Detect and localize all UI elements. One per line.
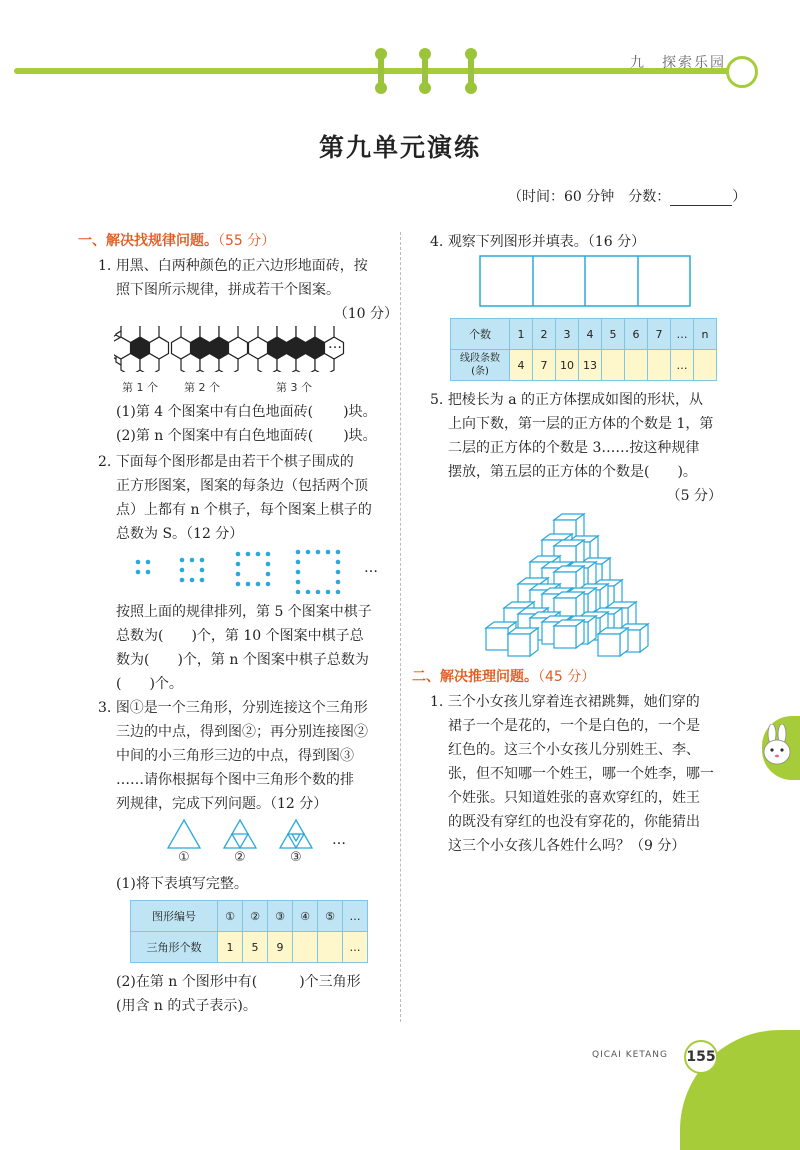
table-row [451, 350, 717, 381]
triangle-count-table [130, 900, 368, 963]
table-input-cell[interactable] [694, 350, 717, 381]
binder-ring [468, 50, 474, 92]
table-cell: 5 [602, 319, 625, 350]
segment-count-table [450, 318, 717, 381]
page-title: 第九单元演练 [318, 133, 481, 162]
section-2-heading: 二、解决推理问题。（45 分） [412, 669, 596, 685]
table-cell: ③ [268, 901, 293, 932]
table-input-cell[interactable] [625, 350, 648, 381]
score-blank[interactable] [670, 191, 732, 206]
binder-ring [422, 50, 428, 92]
time-score-line: （时间：60 分钟 分数： ） [508, 189, 747, 205]
table-input-cell[interactable] [602, 350, 625, 381]
table-cell: 3 [556, 319, 579, 350]
table-cell: … [671, 350, 694, 381]
table-cell: … [343, 932, 368, 963]
table-row [451, 319, 717, 350]
table-cell: n [694, 319, 717, 350]
cube-pyramid-figure [482, 512, 650, 658]
bunny-mascot-icon [760, 724, 794, 770]
ellipsis: … [364, 560, 378, 576]
table-input-cell[interactable] [648, 350, 671, 381]
caption-1: 第 1 个 [122, 381, 158, 394]
section-1-heading: 一、解决找规律问题。（55 分） [78, 233, 276, 249]
ellipsis: … [332, 832, 346, 848]
question-2-answer: 按照上面的规律排列，第 5 个图案中棋子 总数为( )个，第 10 个图案中棋子总 数为( )个，第 n 个图案中棋子总数为 ( )个。 [116, 604, 372, 692]
table-cell: 1 [510, 319, 533, 350]
hexagon-row [114, 326, 364, 372]
table-row [131, 932, 368, 963]
table-cell: ⑤ [318, 901, 343, 932]
caption-3: 第 3 个 [276, 381, 312, 394]
question-1-subs: (1)第 4 个图案中有白色地面砖( )块。 (2)第 n 个图案中有白色地面砖( )块。 [116, 404, 377, 444]
question-3-sub2: (2)在第 n 个图形中有( )个三角形 (用含 n 的式子表示)。 [116, 974, 361, 1014]
question-4: 4. 观察下列图形并填表。（16 分） [430, 234, 646, 250]
fig-label-2: ② [234, 850, 246, 865]
table-cell: ④ [293, 901, 318, 932]
chapter-label: 九 探索乐园 [630, 55, 726, 71]
triangle-figures [164, 818, 324, 854]
table-cell: 1 [218, 932, 243, 963]
table-cell: … [671, 319, 694, 350]
table-input-cell[interactable] [293, 932, 318, 963]
page-number: 155 [684, 1040, 718, 1074]
binder-ring [378, 50, 384, 92]
table-cell: 2 [533, 319, 556, 350]
question-3-sub1: (1)将下表填写完整。 [116, 876, 248, 892]
bird-mascot-icon [726, 56, 758, 88]
caption-2: 第 2 个 [184, 381, 220, 394]
table-cell: 9 [268, 932, 293, 963]
table-cell: … [343, 901, 368, 932]
reasoning-question-1: 1. 三个小女孩儿穿着连衣裙跳舞，她们穿的 裙子一个是花的，一个是白色的，一个是 红色的。这三个小女孩儿分别姓王、李、 张，但不知哪一个姓王，哪一个姓李，哪一 个姓张。只知道姓张的喜欢穿红的，姓王 的既没有穿红的也没有穿花的，你能猜出 这三个小女孩儿各姓什么吗？（9 分） [430, 694, 714, 854]
table-cell: ② [243, 901, 268, 932]
table-row [131, 901, 368, 932]
table-cell: 10 [556, 350, 579, 381]
table-cell: 图形编号 [131, 901, 218, 932]
column-divider [400, 232, 401, 1022]
table-cell: 4 [510, 350, 533, 381]
question-3: 3. 图①是一个三角形，分别连接这个三角形 三边的中点，得到图②；再分别连接图② 中间的小三角形三边的中点，得到图③ ……请你根据每个图中三角形个数的排 列规律，完成下列问题。（12 分） [98, 700, 368, 812]
question-5: 5. 把棱长为 a 的正方体摆成如图的形状，从 上向下数，第一层的正方体的个数是 1，第 二层的正方体的个数是 3……按这种规律 摆放，第五层的正方体的个数是( )。 （5 分） [430, 392, 722, 504]
table-cell: 个数 [451, 319, 510, 350]
table-input-cell[interactable] [318, 932, 343, 963]
fig-label-1: ① [178, 850, 190, 865]
table-cell: 5 [243, 932, 268, 963]
footer-label: QICAI KETANG [592, 1050, 668, 1060]
dot-square-patterns [132, 548, 352, 594]
ellipsis: … [328, 336, 342, 352]
table-cell: 7 [648, 319, 671, 350]
table-cell: 线段条数(条) [451, 350, 510, 381]
question-1: 1. 用黑、白两种颜色的正六边形地面砖，按 照下图所示规律，拼成若干个图案。 （10 分） [98, 258, 398, 322]
rectangle-segments-figure [478, 254, 694, 310]
table-cell: 三角形个数 [131, 932, 218, 963]
question-2: 2. 下面每个图形都是由若干个棋子围成的 正方形图案，图案的每条边（包括两个顶 点）上都有 n 个棋子，每个图案上棋子的 总数为 S。（12 分） [98, 454, 372, 542]
table-cell: 13 [579, 350, 602, 381]
table-cell: ① [218, 901, 243, 932]
table-cell: 7 [533, 350, 556, 381]
table-cell: 4 [579, 319, 602, 350]
table-cell: 6 [625, 319, 648, 350]
fig-label-3: ③ [290, 850, 302, 865]
